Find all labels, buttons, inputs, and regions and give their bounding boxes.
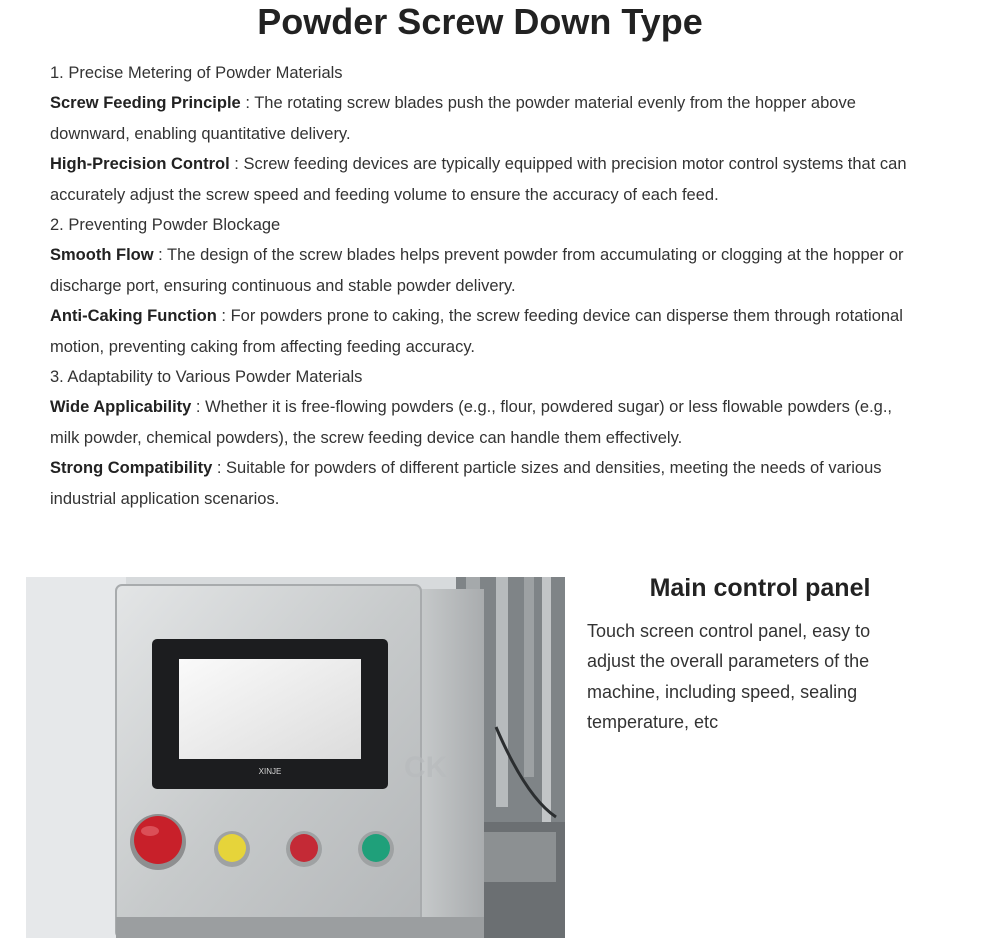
feature-text: Suitable for powders of different particle sizes and densities, meeting the needs of various industrial application scenarios.: [50, 459, 882, 508]
feature-item: High-Precision Control : Screw feeding devices are typically equipped with precision motor control systems that can accurately adjust the screw speed and feeding volume to ensure the accuracy of each feed.: [50, 155, 907, 204]
feature-text: For powders prone to caking, the screw feeding device can disperse them through rotational motion, preventing caking from affecting feeding accuracy.: [50, 307, 903, 356]
page-title: Powder Screw Down Type: [257, 1, 703, 42]
control-panel-photo: [26, 577, 565, 938]
feature-term: High-Precision Control: [50, 155, 230, 174]
feature-text: The design of the screw blades helps prevent powder from accumulating or clogging at the hopper or discharge port, ensuring continuous and stable powder delivery.: [50, 246, 904, 295]
feature-text: Whether it is free-flowing powders (e.g., flour, powdered sugar) or less flowable powders (e.g., milk powder, chemical powders), the screw feeding device can handle them effectively.: [50, 398, 893, 447]
red-button: [286, 831, 322, 867]
feature-term: Smooth Flow: [50, 246, 154, 265]
yellow-button: [214, 831, 250, 867]
feature-term: Strong Compatibility: [50, 459, 213, 478]
feature-term: Anti-Caking Function: [50, 307, 217, 326]
green-button: [358, 831, 394, 867]
emergency-stop-button: [130, 814, 186, 870]
feature-item: Wide Applicability : Whether it is free-flowing powders (e.g., flour, powdered sugar) or less flowable powders (e.g., milk powder, chemical powders), the screw feeding device can handle them effectively.: [50, 398, 893, 447]
screen-brand: XINJE: [258, 767, 282, 776]
panel-title: Main control panel: [649, 574, 871, 602]
feature-item: Smooth Flow : The design of the screw blades helps prevent powder from accumulating or clogging at the hopper or discharge port, ensuring continuous and stable powder delivery.: [50, 246, 904, 295]
feature-text: Screw feeding devices are typically equipped with precision motor control systems that can accurately adjust the screw speed and feeding volume to ensure the accuracy of each feed.: [50, 155, 907, 204]
feature-item: Strong Compatibility : Suitable for powders of different particle sizes and densities, meeting the needs of various industrial application scenarios.: [50, 459, 882, 508]
feature-list: [50, 58, 920, 514]
section-heading: 2. Preventing Powder Blockage: [50, 216, 281, 235]
feature-item: Screw Feeding Principle : The rotating screw blades push the powder material evenly from the hopper above downward, enabling quantitative delivery.: [50, 94, 856, 143]
panel-description: Touch screen control panel, easy to adjust the overall parameters of the machine, including speed, sealing temperature, etc: [587, 621, 871, 733]
feature-term: Wide Applicability: [50, 398, 192, 417]
feature-term: Screw Feeding Principle: [50, 94, 241, 113]
watermark-text: CK: [404, 751, 448, 784]
feature-text: The rotating screw blades push the powder material evenly from the hopper above downward, enabling quantitative delivery.: [50, 94, 856, 143]
section-heading: 1. Precise Metering of Powder Materials: [50, 64, 343, 82]
feature-item: Anti-Caking Function : For powders prone to caking, the screw feeding device can disperse them through rotational motion, preventing caking from affecting feeding accuracy.: [50, 307, 903, 356]
section-heading: 3. Adaptability to Various Powder Materials: [50, 368, 363, 387]
